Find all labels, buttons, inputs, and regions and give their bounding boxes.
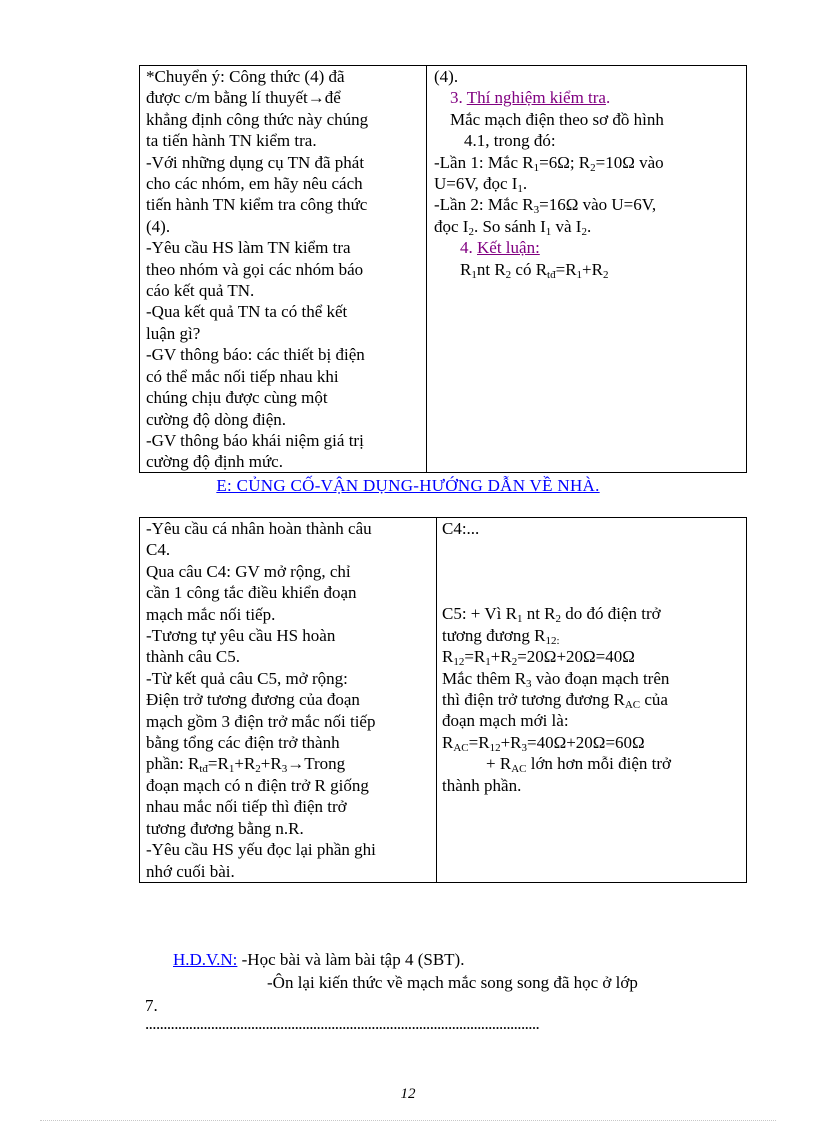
text-line: thành phần. [442, 775, 522, 795]
text-line: cần 1 công tắc điều khiển đoạn [146, 583, 357, 603]
dotted-line: ............................................................................................................ [145, 1014, 540, 1033]
text-line: được c/m bằng lí thuyết→để [146, 88, 341, 108]
text-line: C4. [146, 540, 171, 560]
text-line: Mắc thêm $R_3$ vào đoạn mạch trên [442, 668, 670, 690]
text-line: -Qua kết quả TN ta có thể kết [146, 302, 348, 322]
text-line: theo nhóm và gọi các nhóm báo [146, 259, 364, 279]
text-line: -GV thông báo khái niệm giá trị [146, 430, 364, 450]
text-line: *Chuyển ý: Công thức (4) đã [146, 67, 345, 86]
lan-2-line-2: đọc $I_2$. So sánh $I_1$ và $I_2$. [434, 216, 592, 238]
equation-rac: $R_{AC}=R_{12}+R_3=40\Omega+20\Omega=60\Omega$ [442, 732, 645, 754]
hdvn-label: H.D.V.N: [173, 950, 238, 969]
text-line: cường độ dòng điện. [146, 409, 287, 429]
text-line: + $R_{AC}$ lớn hơn mỗi điện trở [486, 754, 672, 776]
text-line: -Tương tự yêu cầu HS hoàn [146, 626, 336, 646]
homework-line-1: H.D.V.N: -Học bài và làm bài tập 4 (SBT). [145, 948, 638, 971]
table-1-left-cell [146, 66, 422, 473]
column-divider [436, 518, 437, 882]
text-line: khẳng định công thức này chúng [146, 109, 369, 129]
footer-rule [40, 1120, 776, 1121]
text-line: chúng chịu được cùng một [146, 388, 328, 408]
heading-thi-nghiem: 3. Thí nghiệm kiểm tra. [450, 88, 611, 108]
text-line: mạch gồm 3 điện trở mắc nối tiếp [146, 711, 376, 731]
text-line: nhau mắc nối tiếp thì điện trở [146, 797, 347, 817]
text-line: (4). [434, 67, 459, 86]
text-line: -Yêu cầu HS yếu đọc lại phần ghi [146, 840, 376, 860]
page-number: 12 [400, 1086, 416, 1102]
homework-section [145, 948, 638, 1017]
text-line: luận gì? [146, 323, 201, 343]
heading-ket-luan: 4. Kết luận: [460, 238, 540, 258]
equation-r12: $R_{12}=R_1+R_2=20\Omega+20\Omega=40\Omega$ [442, 647, 635, 669]
homework-line-2: -Ôn lại kiến thức về mạch mắc song song đã học ở lớp [267, 973, 638, 992]
text-line: Điện trở tương đương của đoạn [146, 690, 360, 710]
table-2-left-cell [146, 518, 432, 882]
text-line: tiến hành TN kiểm tra công thức [146, 195, 368, 215]
c5-line: C5: + Vì $R_1$ nt $R_2$ do đó điện trở [442, 604, 661, 626]
text-line: -GV thông báo: các thiết bị điện [146, 345, 365, 365]
text-line: tương đương bằng n.R. [146, 818, 304, 838]
text-line: cáo kết quả TN. [146, 281, 255, 301]
text-line: Qua câu C4: GV mở rộng, chỉ [146, 561, 351, 581]
c5-line-2: tương đương $R_{12:}$ [442, 625, 560, 647]
text-line: mạch mắc nối tiếp. [146, 604, 276, 624]
c4-answer: C4:... [442, 519, 480, 538]
section-heading: E: CỦNG CỐ-VẬN DỤNG-HƯỚNG DẪN VỀ NHÀ. [216, 476, 600, 495]
text-line: -Với những dụng cụ TN đã phát [146, 152, 365, 172]
text-line: cường độ định mức. [146, 452, 283, 472]
text-line: cho các nhóm, em hãy nêu cách [146, 174, 363, 194]
conclusion-formula: $R_1nt$ $R_2$ có $R_{tđ}=R_1+R_2$ [460, 259, 609, 281]
text-line: 4.1, trong đó: [464, 131, 556, 151]
table-1-right-cell [434, 66, 744, 280]
text-line: thì điện trở tương đương $R_{AC}$ của [442, 690, 668, 712]
table-2-right-cell [442, 518, 744, 796]
text-line: bằng tổng các điện trở thành [146, 733, 340, 753]
column-divider [426, 66, 427, 472]
homework-line-3: 7. [145, 996, 158, 1015]
text-line: có thể mắc nối tiếp nhau khi [146, 366, 339, 386]
text-line: -Từ kết quả câu C5, mở rộng: [146, 668, 348, 688]
text-line: -Yêu cầu cá nhân hoàn thành câu [146, 519, 372, 538]
text-line: thành câu C5. [146, 647, 240, 667]
text-line: đoạn mạch có n điện trở R giống [146, 775, 369, 795]
text-line: ta tiến hành TN kiểm tra. [146, 131, 317, 151]
table-2 [139, 517, 747, 883]
formula-line: phần: $R_{tđ}=R_1+R_2+R_3\to Trong$ [146, 754, 346, 776]
table-1 [139, 65, 747, 473]
text-line: (4). [146, 216, 171, 236]
text-line: nhớ cuối bài. [146, 861, 235, 881]
text-line: Mắc mạch điện theo sơ đồ hình [450, 109, 664, 129]
lan-1-line-2: U=6V, đọc $I_1$. [434, 174, 528, 196]
text-line: -Yêu cầu HS làm TN kiểm tra [146, 238, 351, 258]
text-line: đoạn mạch mới là: [442, 711, 569, 731]
lan-2-line: -Lần 2: Mắc $R_3=16\Omega$ vào U=6V, [434, 195, 657, 217]
lan-1-line: -Lần 1: Mắc $R_1=6\Omega$; $R_2=10\Omega$ vào [434, 152, 664, 174]
